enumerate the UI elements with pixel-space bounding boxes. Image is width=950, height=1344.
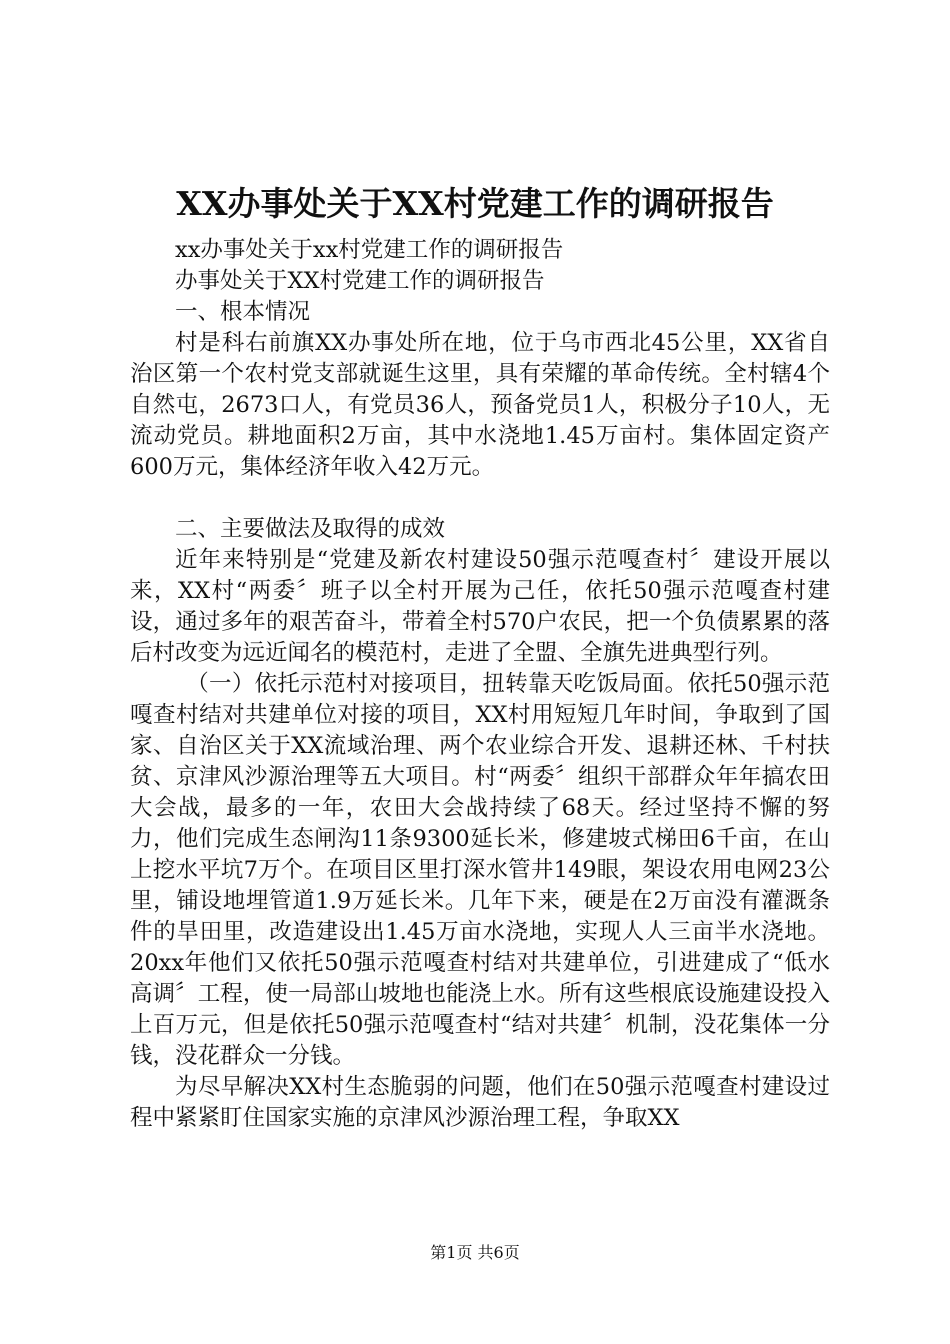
blank-line [130,483,830,514]
subtitle-line: 办事处关于XX村党建工作的调研报告 [175,268,545,294]
section-heading: 二、主要做法及取得的成效 [175,516,446,542]
body-paragraph: （一）依托示范村对接项目，扭转靠天吃饭局面。依托50强示范嘎查村结对共建单位对接的项目，XX村用短短几年时间，争取到了国家、自治区关于XX流域治理、两个农业综合开发、退耕还林、千村扶贫、京津风沙源治理等五大项目。村“两委〞组织干部群众年年搞农田大会战，最多的一年，农田大会战持续了68天。经过坚持不懈的努力，他们完成生态闸沟11条9300延长米，修建坡式梯田6千亩，在山上挖水平坑7万个。在项目区里打深水管井149眼，架设农用电网23公里，铺设地埋管道1.9万延长米。几年下来，硬是在2万亩没有灌溉条件的旱田里，改造建设出1.45万亩水浇地，实现人人三亩半水浇地。20xx年他们又依托50强示范嘎查村结对共建单位，引进建成了“低水高调〞工程，使一局部山坡地也能浇上水。所有这些根底设施建设投入上百万元，但是依托50强示范嘎查村“结对共建〞机制，没花集体一分钱，没花群众一分钱。 [130,671,830,1069]
body-paragraph: 村是科右前旗XX办事处所在地，位于乌市西北45公里，XX省自治区第一个农村党支部就诞生这里，具有荣耀的革命传统。全村辖4个自然屯，2673口人，有党员36人，预备党员1人，积极分子10人，无流动党员。耕地面积2万亩，其中水浇地1.45万亩村。集体固定资产600万元，集体经济年收入42万元。 [130,330,830,480]
page-footer: 第1页 共6页 [430,1243,520,1262]
section-heading: 一、根本情况 [175,299,311,325]
subtitle-line: xx办事处关于xx村党建工作的调研报告 [175,237,564,263]
body-paragraph: 为尽早解决XX村生态脆弱的问题，他们在50强示范嘎查村建设过程中紧紧盯住国家实施的京津风沙源治理工程，争取XX [130,1074,830,1131]
body-paragraph: 近年来特别是“党建及新农村建设50强示范嘎查村〞建设开展以来，XX村“两委〞班子以全村开展为己任，依托50强示范嘎查村建设，通过多年的艰苦奋斗，带着全村570户农民，把一个负债累累的落后村改变为远近闻名的模范村，走进了全盟、全旗先进典型行列。 [130,547,830,666]
document-body [130,235,830,1134]
document-title: XX办事处关于XX村党建工作的调研报告 [176,184,774,223]
